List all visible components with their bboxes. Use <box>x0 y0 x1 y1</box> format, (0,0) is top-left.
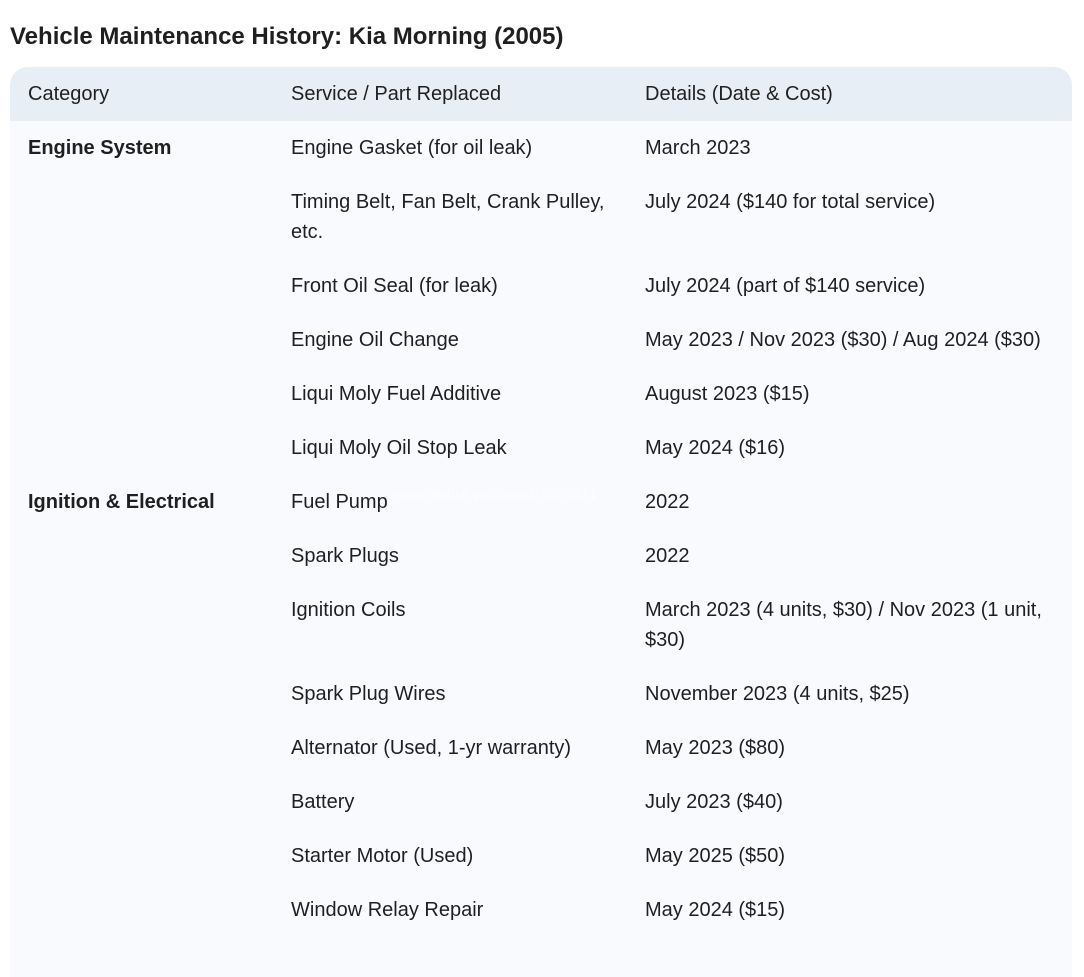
maintenance-table <box>10 67 1072 937</box>
category-cell: Engine System <box>28 137 172 159</box>
maintenance-table-container <box>10 67 1072 977</box>
category-cell <box>10 667 273 721</box>
category-cell <box>10 367 273 421</box>
table-row <box>10 313 1072 367</box>
table-row <box>10 775 1072 829</box>
table-row <box>10 367 1072 421</box>
category-cell <box>10 313 273 367</box>
details-cell: May 2024 ($15) <box>645 899 786 921</box>
table-row <box>10 421 1072 475</box>
details-cell: March 2023 (4 units, $30) / Nov 2023 (1 unit, $30) <box>645 599 1042 651</box>
table-row <box>10 259 1072 313</box>
table-row <box>10 583 1072 667</box>
table-header <box>10 67 1072 121</box>
table-header-row <box>10 67 1072 121</box>
category-cell <box>10 883 273 937</box>
category-cell <box>10 259 273 313</box>
table-row <box>10 829 1072 883</box>
table-row <box>10 883 1072 937</box>
service-cell: Engine Gasket (for oil leak) <box>291 137 533 159</box>
table-row <box>10 667 1072 721</box>
details-cell: May 2025 ($50) <box>645 845 786 867</box>
category-cell <box>10 721 273 775</box>
details-cell: 2022 <box>645 545 690 567</box>
service-cell: Front Oil Seal (for leak) <box>291 275 498 297</box>
category-cell <box>10 175 273 259</box>
details-cell: 2022 <box>645 491 690 513</box>
details-cell: July 2024 (part of $140 service) <box>645 275 926 297</box>
column-header-category: Category <box>28 82 110 105</box>
service-cell: Engine Oil Change <box>291 329 459 351</box>
category-cell <box>10 775 273 829</box>
page-title: Vehicle Maintenance History: Kia Morning (2005) <box>10 23 564 50</box>
service-cell: Timing Belt, Fan Belt, Crank Pulley, etc. <box>291 191 605 243</box>
service-cell: Battery <box>291 791 355 813</box>
service-cell: Liqui Moly Fuel Additive <box>291 383 502 405</box>
column-header-details: Details (Date & Cost) <box>645 82 833 105</box>
details-cell: November 2023 (4 units, $25) <box>645 683 910 705</box>
service-cell: Starter Motor (Used) <box>291 845 474 867</box>
table-row <box>10 121 1072 175</box>
details-cell: May 2024 ($16) <box>645 437 786 459</box>
service-cell: Ignition Coils <box>291 599 406 621</box>
category-cell <box>10 529 273 583</box>
service-cell: Spark Plug Wires <box>291 683 446 705</box>
details-cell: July 2024 ($140 for total service) <box>645 191 936 213</box>
watermark: www.tinhte.vn/thread/3029371 <box>395 486 597 503</box>
details-cell: July 2023 ($40) <box>645 791 783 813</box>
details-cell: March 2023 <box>645 137 751 159</box>
service-cell: Fuel Pump <box>291 491 388 513</box>
table-body <box>10 121 1072 937</box>
table-row <box>10 721 1072 775</box>
category-cell <box>10 583 273 667</box>
category-cell <box>10 421 273 475</box>
table-row <box>10 529 1072 583</box>
column-header-service: Service / Part Replaced <box>291 82 502 105</box>
service-cell: Window Relay Repair <box>291 899 484 921</box>
service-cell: Alternator (Used, 1-yr warranty) <box>291 737 572 759</box>
details-cell: August 2023 ($15) <box>645 383 810 405</box>
category-cell <box>10 829 273 883</box>
category-cell: Ignition & Electrical <box>28 491 215 513</box>
details-cell: May 2023 / Nov 2023 ($30) / Aug 2024 ($30) <box>645 329 1041 351</box>
details-cell: May 2023 ($80) <box>645 737 786 759</box>
table-row <box>10 475 1072 529</box>
table-row <box>10 175 1072 259</box>
service-cell: Liqui Moly Oil Stop Leak <box>291 437 507 459</box>
service-cell: Spark Plugs <box>291 545 399 567</box>
